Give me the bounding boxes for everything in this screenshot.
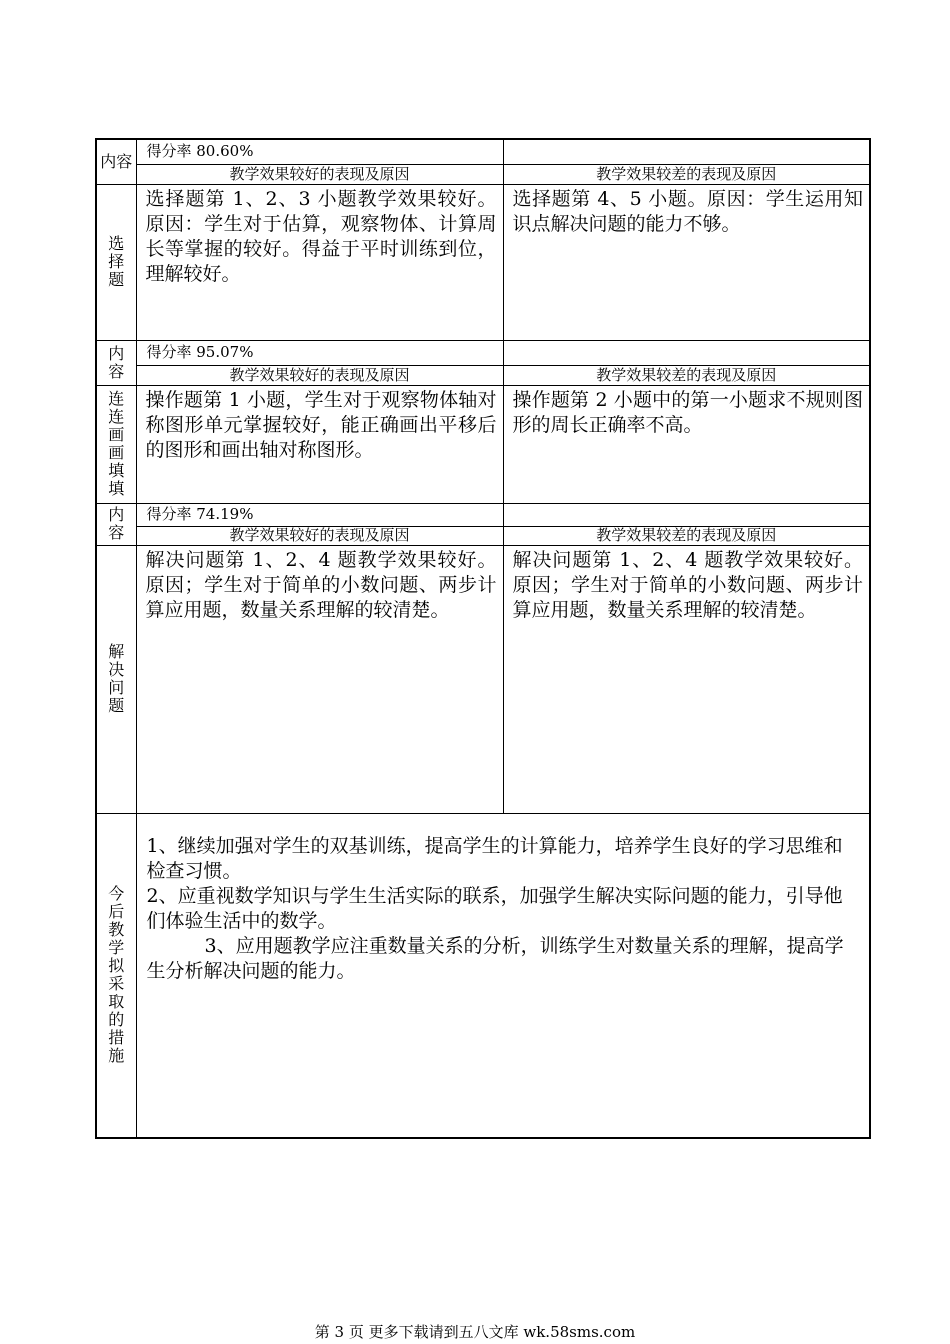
good-performance-text: 解决问题第 1、2、4 题教学效果较好。原因；学生对于简单的小数问题、两步计算应用题，数量关系理解的较清楚。 <box>136 545 503 813</box>
empty-cell <box>503 139 870 164</box>
measure-item: 2、应重视数学知识与学生生活实际的联系，加强学生解决实际问题的能力，引导他们体验生活中的数学。 <box>146 884 843 932</box>
header-bad: 教学效果较差的表现及原因 <box>503 526 870 545</box>
section-label: 内容 <box>96 503 136 545</box>
measures-label: 今后教学拟采取的措施 <box>96 813 136 1138</box>
measure-item: 3、应用题教学应注重数量关系的分析，训练学生对数量关系的理解，提高学生分析解决问题的能力。 <box>146 934 844 982</box>
good-performance-text: 操作题第 1 小题，学生对于观察物体轴对称图形单元掌握较好，能正确画出平移后的图形和画出轴对称图形。 <box>136 385 503 503</box>
empty-cell <box>503 503 870 526</box>
analysis-table <box>95 138 871 1139</box>
bad-performance-text: 解决问题第 1、2、4 题教学效果较好。原因；学生对于简单的小数问题、两步计算应用题，数量关系理解的较清楚。 <box>503 545 870 813</box>
section-label: 内容 <box>96 139 136 184</box>
page-footer: 第 3 页 更多下载请到五八文库 wk.58sms.com <box>314 1323 636 1341</box>
measures-content <box>136 813 870 1138</box>
header-good: 教学效果较好的表现及原因 <box>136 164 503 184</box>
category-label: 解决问题 <box>96 545 136 813</box>
header-bad: 教学效果较差的表现及原因 <box>503 365 870 385</box>
category-label: 连连画画填填 <box>96 385 136 503</box>
empty-cell <box>503 340 870 365</box>
section-label: 内容 <box>96 340 136 385</box>
score-rate: 得分率 80.60% <box>136 139 503 164</box>
measure-item: 1、继续加强对学生的双基训练，提高学生的计算能力，培养学生良好的学习思维和检查习惯。 <box>146 834 843 882</box>
category-label: 选择题 <box>96 184 136 340</box>
header-good: 教学效果较好的表现及原因 <box>136 365 503 385</box>
bad-performance-text: 操作题第 2 小题中的第一小题求不规则图形的周长正确率不高。 <box>503 385 870 503</box>
header-good: 教学效果较好的表现及原因 <box>136 526 503 545</box>
header-bad: 教学效果较差的表现及原因 <box>503 164 870 184</box>
score-rate: 得分率 95.07% <box>136 340 503 365</box>
bad-performance-text: 选择题第 4、5 小题。原因：学生运用知识点解决问题的能力不够。 <box>503 184 870 340</box>
score-rate: 得分率 74.19% <box>136 503 503 526</box>
good-performance-text: 选择题第 1、2、3 小题教学效果较好。原因：学生对于估算，观察物体、计算周长等掌握的较好。得益于平时训练到位，理解较好。 <box>136 184 503 340</box>
